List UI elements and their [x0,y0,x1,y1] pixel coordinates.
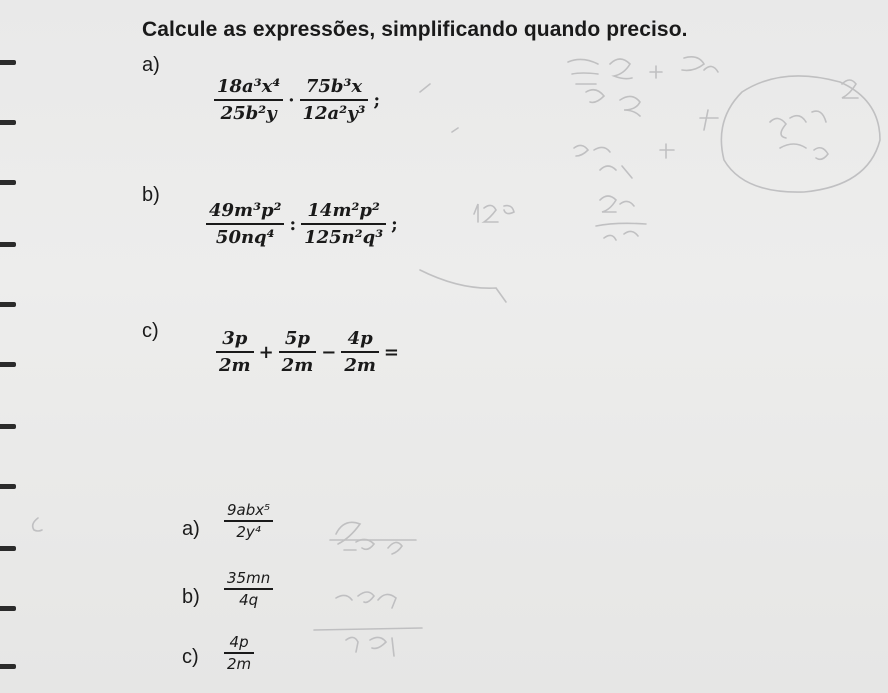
numerator: 3p [222,328,248,349]
operator: · [288,89,295,111]
numerator: 75b³x [305,76,363,97]
numerator: 9abx⁵ [227,501,271,519]
operator: + [258,341,274,363]
denominator: 50nq⁴ [215,227,275,248]
operator: : [289,213,297,235]
margin-mark [0,302,16,307]
terminator: ; [373,89,381,111]
operator: − [321,341,337,363]
numerator: 4p [347,328,373,349]
denominator: 2m [219,355,251,376]
answer-c-expression [222,632,256,674]
denominator: 4q [239,590,259,609]
margin-mark [0,120,16,125]
fraction [300,76,369,124]
exercise-a-label: a) [142,54,160,76]
answer-b-label: b) [182,586,200,608]
answer-b-expression [222,568,275,610]
numerator: 49m³p² [209,200,282,221]
denominator: 25b²y [220,103,277,124]
margin-mark [0,180,16,185]
fraction [301,200,386,248]
answer-a-label: a) [182,518,200,540]
margin-mark [0,362,16,367]
terminator: = [383,341,400,363]
fraction [279,328,317,376]
numerator: 35mn [227,569,271,587]
margin-mark [0,242,16,247]
denominator: 2m [227,654,252,673]
margin-mark [0,424,16,429]
denominator: 125n²q³ [304,227,384,248]
numerator: 5p [284,328,311,349]
answer-c-label: c) [182,646,199,668]
fraction [206,200,284,248]
margin-mark [0,60,16,65]
denominator: 2y⁴ [236,522,261,541]
exercise-c-label: c) [142,320,159,342]
fraction [224,568,273,610]
denominator: 12a²y³ [302,103,366,124]
margin-mark [0,664,16,669]
denominator: 2m [344,355,376,376]
numerator: 18a³x⁴ [217,76,281,97]
numerator: 14m²p² [307,200,380,221]
numerator: 4p [229,633,249,651]
margin-mark [0,484,16,489]
fraction [214,76,283,124]
terminator: ; [391,213,398,235]
exercise-a-expression [212,76,383,124]
fraction [224,632,254,674]
fraction [341,328,379,376]
page-title: Calcule as expressões, simplificando quando preciso. [142,18,688,41]
exercise-b-expression [204,200,401,248]
margin-mark [0,606,16,611]
answer-a-expression [222,500,275,542]
margin-mark [0,546,16,551]
fraction [224,500,273,542]
exercise-c-expression [214,328,402,376]
exercise-b-label: b) [142,184,160,206]
fraction [216,328,254,376]
denominator: 2m [281,355,314,376]
